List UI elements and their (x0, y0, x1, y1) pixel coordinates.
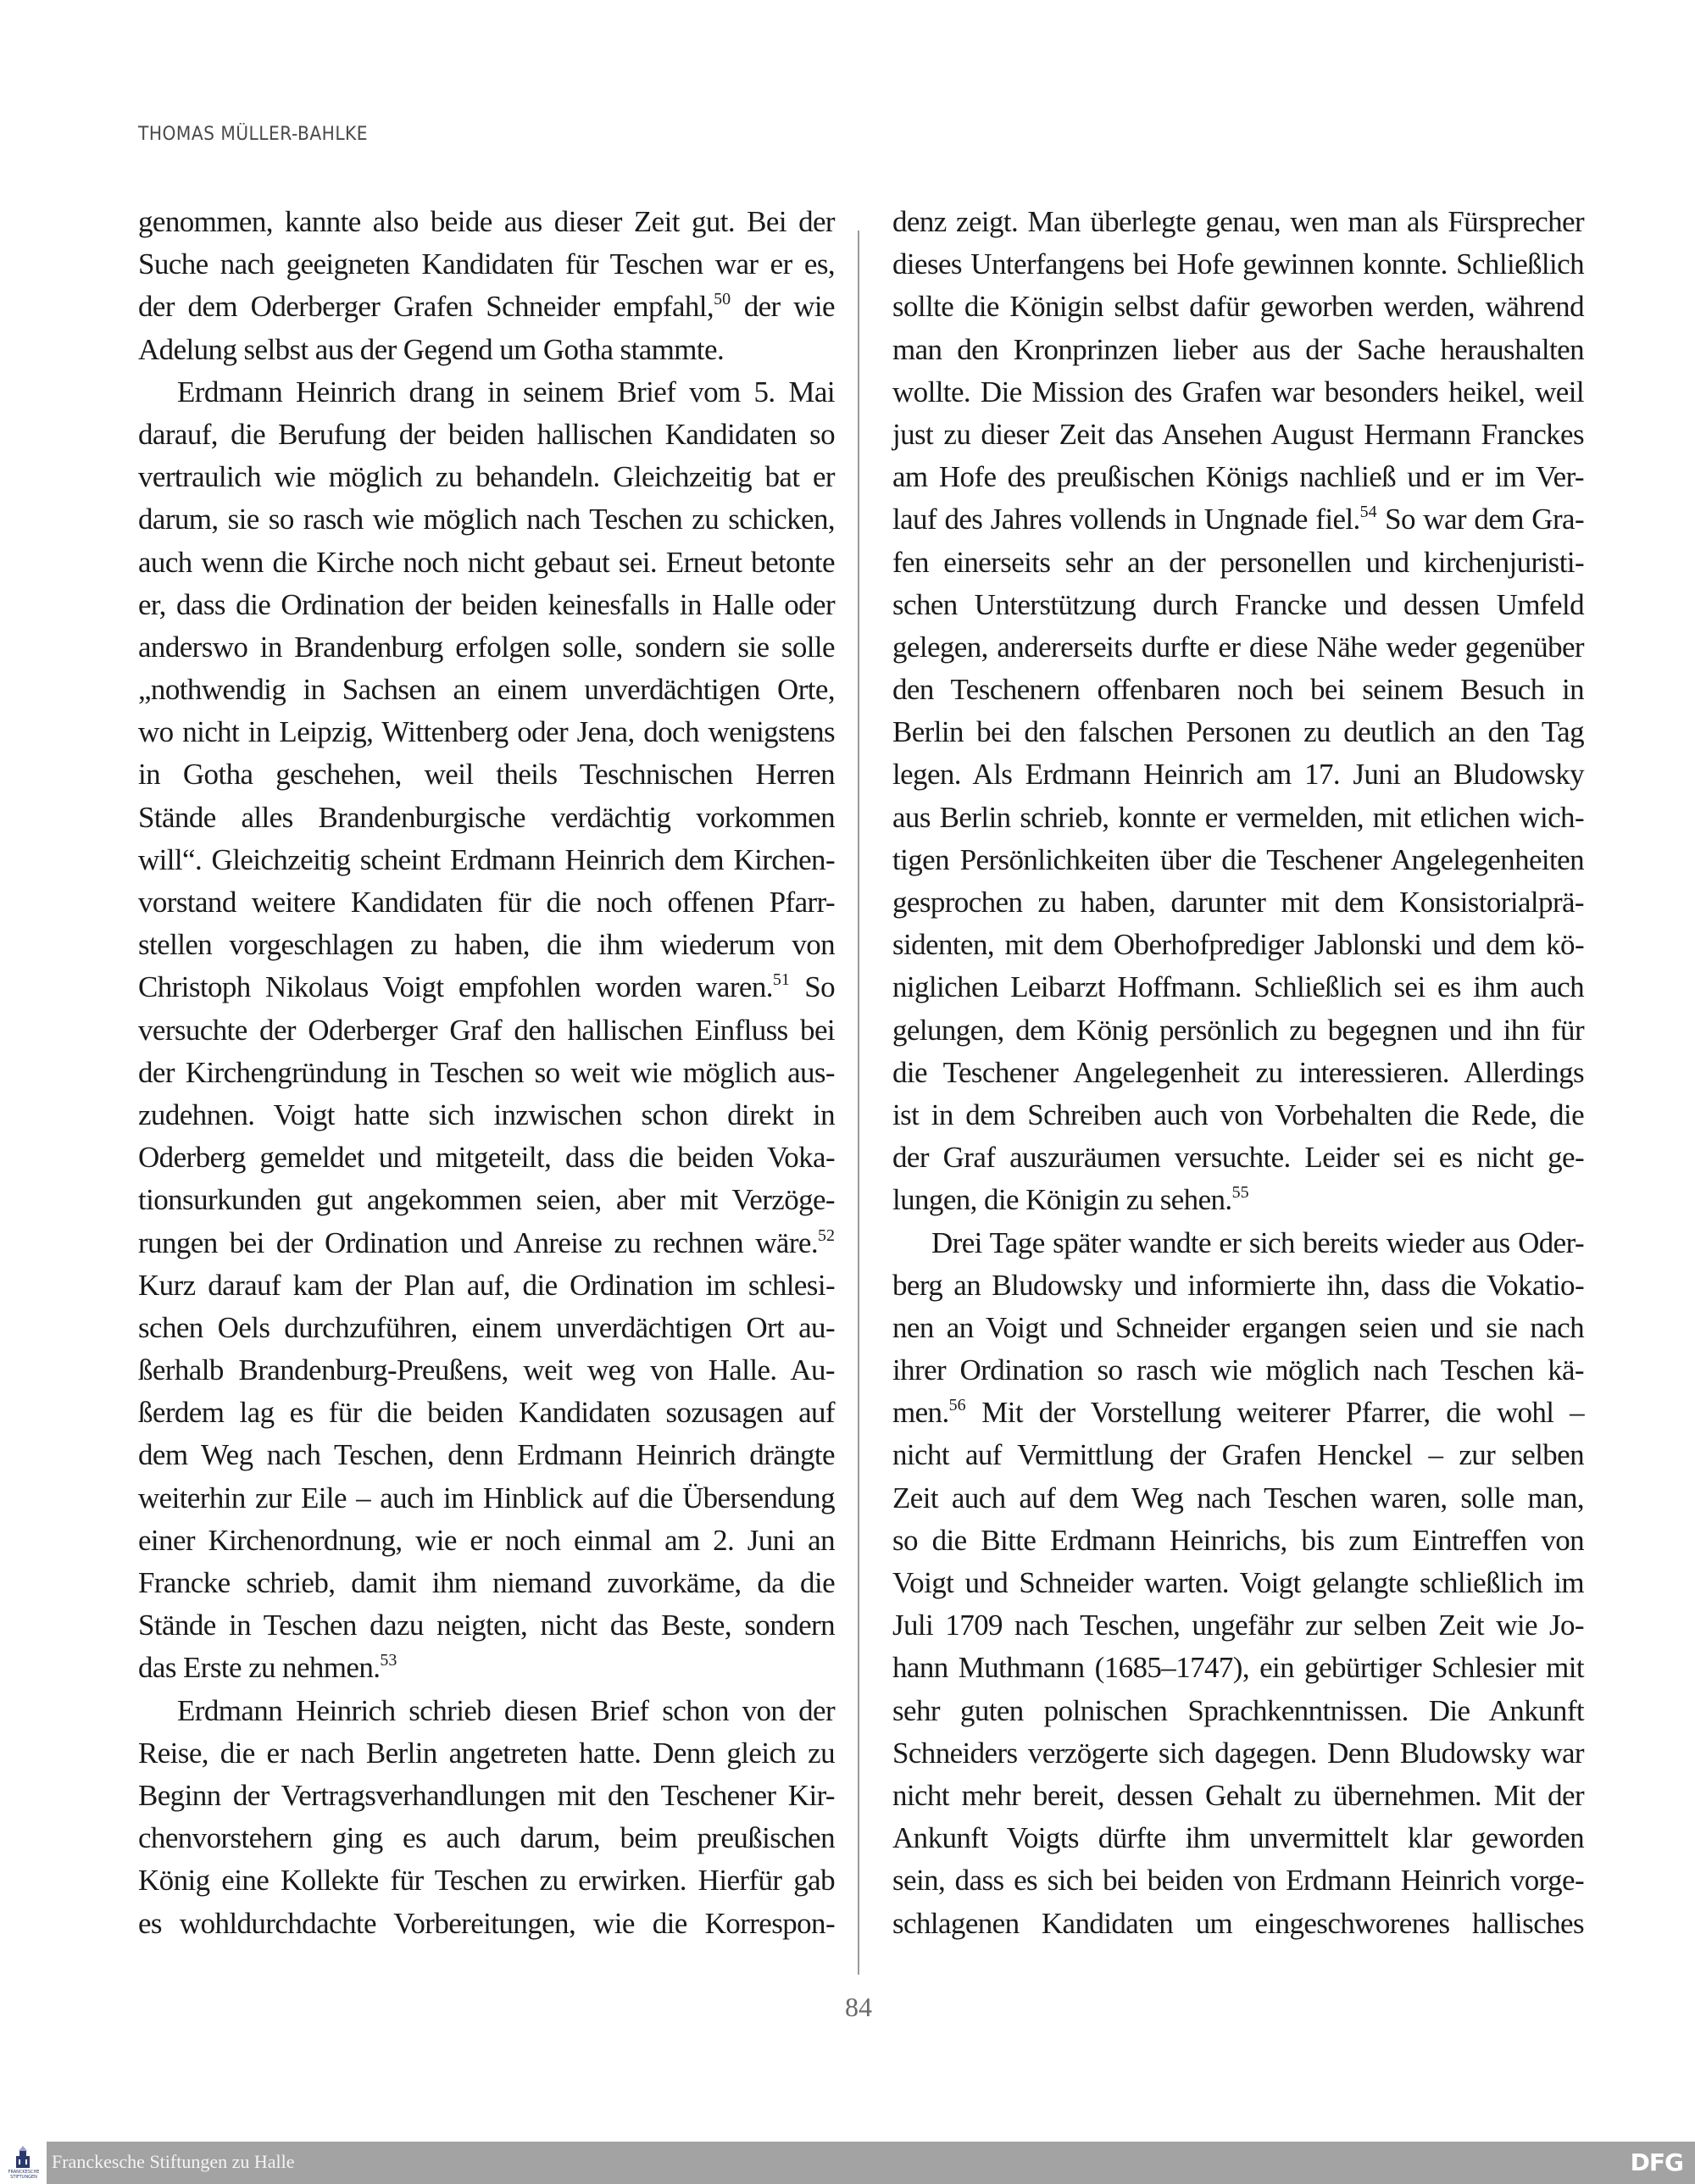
line-text-after-footnote: So war dem Gra- (1376, 503, 1584, 536)
text-line (892, 1690, 1584, 1732)
text-line (138, 1349, 835, 1392)
text-line (138, 584, 835, 626)
line-text-after-footnote: So (789, 970, 835, 1004)
line-text: einer Kirchenordnung, wie er noch einmal am 2. Juni an (138, 1523, 835, 1557)
text-line (892, 1604, 1584, 1647)
text-line (138, 1732, 835, 1775)
text-line (138, 1903, 835, 1945)
line-text: ist in dem Schreiben auch von Vorbehalten die Rede, die (892, 1098, 1584, 1131)
text-line (892, 1859, 1584, 1902)
line-text: er, dass die Ordination der beiden keinesfalls in Halle oder (138, 587, 835, 621)
text-line (138, 286, 835, 328)
text-line (138, 1647, 835, 1689)
text-line (138, 1604, 835, 1647)
text-line (892, 1307, 1584, 1349)
footer-bar (47, 2142, 1695, 2184)
text-line (892, 839, 1584, 881)
text-line (892, 1222, 1584, 1264)
text-line (138, 329, 835, 371)
text-line (892, 797, 1584, 839)
text-line (892, 966, 1584, 1009)
text-line (138, 1052, 835, 1094)
line-text: schen Unterstützung durch Francke und dessen Umfeld (892, 587, 1584, 621)
text-line (138, 243, 835, 286)
footnote-marker[interactable]: 50 (714, 290, 731, 309)
line-text: Oderberg gemeldet und mitgeteilt, dass die beiden Voka- (138, 1141, 835, 1175)
text-line (892, 1732, 1584, 1775)
text-line (892, 669, 1584, 711)
text-line (138, 669, 835, 711)
text-line (892, 1520, 1584, 1562)
line-text-after-footnote: Mit der Vorstellung weiterer Pfarrer, die wohl – (965, 1396, 1584, 1430)
text-line (138, 1136, 835, 1179)
line-text: gesprochen zu haben, darunter mit dem Konsistorialprä- (892, 886, 1584, 919)
text-line (892, 1817, 1584, 1859)
line-text: fen einerseits sehr an der personellen und kirchenjuristi- (892, 545, 1584, 579)
footer-institution-link[interactable]: Franckesche Stiftungen zu Halle (52, 2151, 295, 2172)
line-text: der Graf auszuräumen versuchte. Leider sei es nicht ge- (892, 1141, 1584, 1175)
text-line (892, 414, 1584, 456)
text-line (892, 243, 1584, 286)
line-text: wo nicht in Leipzig, Wittenberg oder Jena, doch wenigstens (138, 715, 835, 749)
line-text: Reise, die er nach Berlin angetreten hatte. Denn gleich zu (138, 1736, 835, 1770)
line-text: gelungen, dem König persönlich zu begegnen und ihn für (892, 1013, 1584, 1047)
text-line (892, 456, 1584, 498)
line-text: lauf des Jahres vollends in Ungnade fiel. (892, 503, 1360, 536)
text-line (892, 1647, 1584, 1689)
text-line (138, 966, 835, 1009)
line-text: Francke schrieb, damit ihm niemand zuvorkäme, da die (138, 1566, 835, 1599)
text-line (892, 1264, 1584, 1307)
text-line (892, 1434, 1584, 1476)
text-line (138, 1094, 835, 1136)
text-line (138, 201, 835, 243)
line-text: vertraulich wie möglich zu behandeln. Gleichzeitig bat er (138, 460, 835, 494)
line-text: dem Weg nach Teschen, denn Erdmann Heinrich drängte (138, 1438, 835, 1472)
line-text: weiterhin zur Eile – auch im Hinblick auf die Übersendung (138, 1481, 835, 1514)
line-text: sollte die Königin selbst dafür geworben werden, während (892, 290, 1584, 324)
line-text: sein, dass es sich bei beiden von Erdmann Heinrich vorge- (892, 1864, 1584, 1898)
line-text: der dem Oderberger Grafen Schneider empfahl, (138, 290, 714, 324)
text-line (892, 498, 1584, 541)
text-line (138, 924, 835, 966)
line-text: ßerdem lag es für die beiden Kandidaten sozusagen auf (138, 1396, 835, 1430)
text-line (138, 626, 835, 669)
line-text: men. (892, 1396, 949, 1430)
line-text: Berlin bei den falschen Personen zu deutlich an den Tag (892, 715, 1584, 749)
line-text: darauf, die Berufung der beiden hallischen Kandidaten so (138, 417, 835, 451)
footnote-marker[interactable]: 54 (1359, 503, 1377, 522)
line-text: Drei Tage später wandte er sich bereits wieder aus Oder- (931, 1225, 1584, 1259)
text-line (892, 542, 1584, 584)
text-line (892, 626, 1584, 669)
footnote-marker[interactable]: 55 (1231, 1183, 1249, 1203)
text-line (138, 1392, 835, 1434)
text-column-left (138, 201, 835, 1945)
line-text: die Teschener Angelegenheit zu interessieren. Allerdings (892, 1055, 1584, 1089)
line-text: Voigt und Schneider warten. Voigt gelangte schließlich im (892, 1566, 1584, 1599)
line-text: Ankunft Voigts dürfte ihm unvermittelt klar geworden (892, 1821, 1584, 1855)
text-line (138, 1690, 835, 1732)
line-text: Beginn der Vertragsverhandlungen mit den Teschener Kir- (138, 1778, 835, 1812)
line-text: ßerhalb Brandenburg-Preußens, weit weg von Halle. Au- (138, 1353, 835, 1387)
text-line (892, 1094, 1584, 1136)
line-text: wollte. Die Mission des Grafen war besonders heikel, weil (892, 375, 1584, 408)
line-text: Stände in Teschen dazu neigten, nicht das Beste, sondern (138, 1609, 835, 1642)
text-line (892, 1349, 1584, 1392)
line-text-after-footnote: der wie (731, 290, 835, 324)
text-line (138, 1264, 835, 1307)
line-text: „nothwendig in Sachsen an einem unverdächtigen Orte, (138, 673, 835, 707)
line-text: auch wenn die Kirche noch nicht gebaut sei. Erneut betonte (138, 545, 835, 579)
line-text: chenvorstehern ging es auch darum, beim preußischen (138, 1821, 835, 1855)
line-text: so die Bitte Erdmann Heinrichs, bis zum Eintreffen von (892, 1523, 1584, 1557)
text-line (892, 924, 1584, 966)
line-text: niglichen Leibarzt Hoffmann. Schließlich sei es ihm auch (892, 970, 1584, 1004)
line-text: just zu dieser Zeit das Ansehen August Hermann Franckes (892, 417, 1584, 451)
line-text: Juli 1709 nach Teschen, ungefähr zur selben Zeit wie Jo- (892, 1609, 1584, 1642)
line-text: zudehnen. Voigt hatte sich inzwischen schon direkt in (138, 1098, 835, 1131)
text-line (892, 371, 1584, 414)
line-text: Kurz darauf kam der Plan auf, die Ordination im schlesi- (138, 1268, 835, 1302)
text-line (892, 1052, 1584, 1094)
line-text: tionsurkunden gut angekommen seien, aber mit Verzöge- (138, 1183, 835, 1217)
running-head-author: THOMAS MÜLLER-BAHLKE (138, 124, 369, 145)
line-text: nicht mehr bereit, dessen Gehalt zu übernehmen. Mit der (892, 1778, 1584, 1812)
line-text: stellen vorgeschlagen zu haben, die ihm wiederum von (138, 928, 835, 962)
line-text: anderswo in Brandenburg erfolgen solle, sondern sie solle (138, 630, 835, 664)
line-text: den Teschenern offenbaren noch bei seinem Besuch in (892, 673, 1584, 707)
text-line (892, 286, 1584, 328)
line-text: nicht auf Vermittlung der Grafen Henckel – zur selben (892, 1438, 1584, 1472)
text-line (138, 414, 835, 456)
line-text: sehr guten polnischen Sprachkenntnissen. Die Ankunft (892, 1693, 1584, 1727)
line-text: Adelung selbst aus der Gegend um Gotha stammte. (138, 332, 725, 366)
text-line (138, 1817, 835, 1859)
franckesche-stiftungen-logo (2, 2144, 44, 2183)
text-line (892, 753, 1584, 796)
text-line (138, 1222, 835, 1264)
line-text: legen. Als Erdmann Heinrich am 17. Juni an Bludowsky (892, 758, 1584, 792)
text-line (138, 797, 835, 839)
line-text: Erdmann Heinrich drang in seinem Brief vom 5. Mai (177, 375, 835, 408)
text-line (892, 201, 1584, 243)
line-text: Zeit auch auf dem Weg nach Teschen waren, solle man, (892, 1481, 1584, 1514)
text-line (138, 1520, 835, 1562)
footnote-marker[interactable]: 51 (772, 970, 790, 990)
text-line (892, 1179, 1584, 1221)
line-text: Christoph Nikolaus Voigt empfohlen worden waren. (138, 970, 773, 1004)
text-line (138, 1859, 835, 1902)
page-number: 84 (845, 1992, 872, 2022)
line-text: am Hofe des preußischen Königs nachließ und er im Ver- (892, 460, 1584, 494)
text-line (138, 1434, 835, 1476)
footnote-marker[interactable]: 53 (380, 1651, 397, 1670)
text-line (138, 753, 835, 796)
text-line (138, 542, 835, 584)
text-line (138, 1179, 835, 1221)
text-line (138, 1562, 835, 1604)
text-line (892, 881, 1584, 924)
text-line (892, 1775, 1584, 1817)
line-text: König eine Kollekte für Teschen zu erwirken. Hierfür gab (138, 1864, 835, 1898)
line-text: Suche nach geeigneten Kandidaten für Teschen war er es, (138, 247, 835, 281)
text-column-right (892, 201, 1584, 1945)
text-line (892, 1903, 1584, 1945)
line-text: vorstand weitere Kandidaten für die noch offenen Pfarr- (138, 886, 835, 919)
text-line (892, 1392, 1584, 1434)
text-line (892, 1477, 1584, 1520)
line-text: der Kirchengründung in Teschen so weit wie möglich aus- (138, 1055, 835, 1089)
text-line (138, 839, 835, 881)
line-text: das Erste zu nehmen. (138, 1651, 381, 1685)
line-text: schlagenen Kandidaten um eingeschworenes hallisches (892, 1906, 1584, 1940)
text-line (892, 1136, 1584, 1179)
column-divider (858, 231, 859, 1975)
text-line (892, 711, 1584, 753)
text-line (892, 584, 1584, 626)
text-line (138, 371, 835, 414)
line-text: rungen bei der Ordination und Anreise zu rechnen wäre. (138, 1225, 818, 1259)
foundation-building-icon (2, 2144, 44, 2170)
text-line (892, 329, 1584, 371)
line-text: es wohldurchdachte Vorbereitungen, wie die Korrespon- (138, 1906, 835, 1940)
line-text: lungen, die Königin zu sehen. (892, 1183, 1232, 1217)
footnote-marker[interactable]: 56 (948, 1396, 966, 1415)
footnote-marker[interactable]: 52 (818, 1225, 835, 1245)
line-text: sidenten, mit dem Oberhofprediger Jablonski und dem kö- (892, 928, 1584, 962)
line-text: schen Oels durchzuführen, einem unverdächtigen Ort au- (138, 1310, 835, 1344)
text-line (138, 1775, 835, 1817)
text-line (138, 711, 835, 753)
line-text: tigen Persönlichkeiten über die Teschener Angelegenheiten (892, 842, 1584, 876)
line-text: darum, sie so rasch wie möglich nach Teschen zu schicken, (138, 503, 835, 536)
line-text: aus Berlin schrieb, konnte er vermelden, mit etlichen wich- (892, 800, 1584, 834)
dfg-logo-icon: DFG (1630, 2148, 1683, 2176)
text-line (138, 456, 835, 498)
line-text: man den Kronprinzen lieber aus der Sache heraushalten (892, 332, 1584, 366)
line-text: nen an Voigt und Schneider ergangen seien und sie nach (892, 1310, 1584, 1344)
text-line (138, 881, 835, 924)
line-text: hann Muthmann (1685–1747), ein gebürtiger Schlesier mit (892, 1651, 1584, 1685)
text-line (138, 498, 835, 541)
line-text: dieses Unterfangens bei Hofe gewinnen konnte. Schließlich (892, 247, 1584, 281)
line-text: genommen, kannte also beide aus dieser Zeit gut. Bei der (138, 205, 835, 238)
text-line (138, 1307, 835, 1349)
line-text: Erdmann Heinrich schrieb diesen Brief schon von der (177, 1693, 835, 1727)
line-text: Schneiders verzögerte sich dagegen. Denn Bludowsky war (892, 1736, 1584, 1770)
line-text: berg an Bludowsky und informierte ihn, dass die Vokatio- (892, 1268, 1584, 1302)
line-text: ihrer Ordination so rasch wie möglich nach Teschen kä- (892, 1353, 1584, 1387)
text-line (138, 1009, 835, 1052)
line-text: denz zeigt. Man überlegte genau, wen man als Fürsprecher (892, 205, 1584, 238)
line-text: will“. Gleichzeitig scheint Erdmann Heinrich dem Kirchen- (138, 842, 835, 876)
logo-caption: FRANCKESCHE STIFTUNGEN (8, 2170, 40, 2180)
line-text: Stände alles Brandenburgische verdächtig vorkommen (138, 800, 835, 834)
text-line (892, 1562, 1584, 1604)
line-text: gelegen, andererseits durfte er diese Nähe weder gegenüber (892, 630, 1584, 664)
line-text: versuchte der Oderberger Graf den hallischen Einfluss bei (138, 1013, 835, 1047)
text-line (138, 1477, 835, 1520)
line-text: in Gotha geschehen, weil theils Teschnischen Herren (138, 758, 835, 792)
text-line (892, 1009, 1584, 1052)
